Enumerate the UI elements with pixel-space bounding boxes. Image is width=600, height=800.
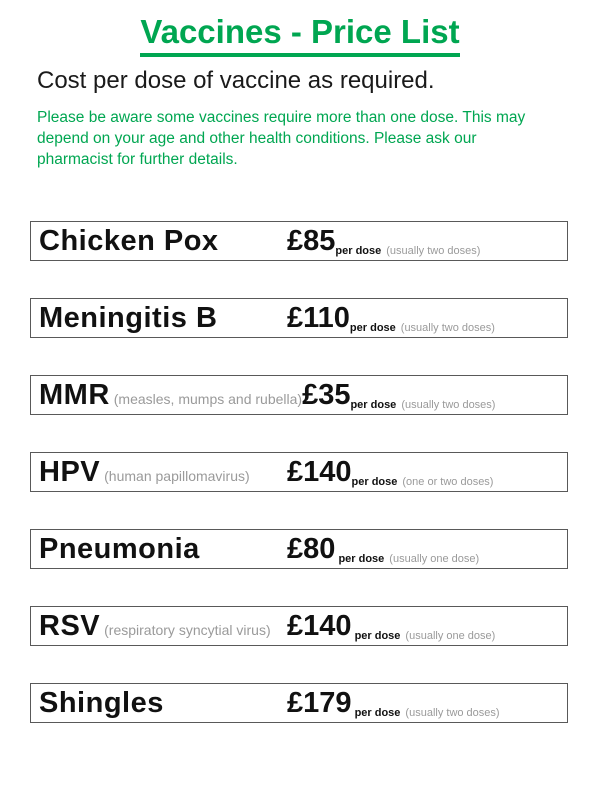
vaccine-name: Meningitis B xyxy=(39,301,218,334)
page-title: Vaccines - Price List xyxy=(140,14,459,57)
vaccine-row-rsv xyxy=(30,606,568,646)
vaccine-name-wrap xyxy=(39,225,287,258)
per-dose-label: per dose xyxy=(351,475,398,488)
subtitle: Cost per dose of vaccine as required. xyxy=(37,67,435,95)
vaccine-name-wrap xyxy=(39,533,287,566)
vaccine-name-wrap xyxy=(39,456,287,489)
vaccine-name: HPV xyxy=(39,455,101,488)
per-dose-label: per dose xyxy=(350,398,397,411)
vaccine-price-wrap xyxy=(287,302,495,335)
dose-count-note: (usually two doses) xyxy=(386,244,481,257)
vaccine-price: £110 xyxy=(287,301,350,334)
vaccine-name-wrap xyxy=(39,687,287,720)
vaccine-price-wrap xyxy=(287,687,500,720)
vaccine-price: £140 xyxy=(287,455,352,488)
note-text: Please be aware some vaccines require more than one dose. This may depend on your age and other health conditions. Please ask our pharmacist for further details. xyxy=(37,109,526,169)
vaccine-name: MMR xyxy=(39,378,110,411)
vaccine-name: Pneumonia xyxy=(39,532,200,565)
vaccine-row-hpv xyxy=(30,452,568,492)
vaccine-row-pneumonia xyxy=(30,529,568,569)
dose-count-note: (usually two doses) xyxy=(400,321,495,334)
per-dose-label: per dose xyxy=(351,706,401,719)
vaccine-price: £85 xyxy=(287,224,336,257)
vaccine-row-meningitis-b xyxy=(30,298,568,338)
dose-count-note: (one or two doses) xyxy=(402,475,494,488)
vaccine-price: £179 xyxy=(287,686,352,719)
vaccine-price-wrap xyxy=(287,610,495,643)
vaccine-name-note: (respiratory syncytial virus) xyxy=(104,621,271,638)
vaccine-price-wrap xyxy=(287,225,480,258)
per-dose-label: per dose xyxy=(349,321,396,334)
vaccine-list xyxy=(0,221,600,723)
vaccine-row-mmr xyxy=(30,375,568,415)
vaccine-price-wrap xyxy=(287,456,493,489)
vaccine-name-note: (human papillomavirus) xyxy=(104,467,250,484)
dose-count-note: (usually two doses) xyxy=(405,706,500,719)
vaccine-name-wrap xyxy=(39,610,287,643)
dose-count-note: (usually one dose) xyxy=(389,552,480,565)
title-wrap xyxy=(0,14,600,57)
dose-count-note: (usually one dose) xyxy=(405,629,496,642)
vaccine-name-wrap xyxy=(39,302,287,335)
vaccine-name-wrap xyxy=(39,379,302,412)
vaccine-name: RSV xyxy=(39,609,101,642)
vaccine-price: £140 xyxy=(287,609,352,642)
per-dose-label: per dose xyxy=(351,629,401,642)
dose-count-note: (usually two doses) xyxy=(401,398,496,411)
vaccine-name: Chicken Pox xyxy=(39,224,219,257)
per-dose-label: per dose xyxy=(335,552,385,565)
vaccine-price: £35 xyxy=(302,378,351,411)
vaccine-row-shingles xyxy=(30,683,568,723)
vaccine-price-wrap xyxy=(287,533,479,566)
vaccine-price-wrap xyxy=(302,379,495,412)
vaccine-row-chicken-pox xyxy=(30,221,568,261)
vaccine-name: Shingles xyxy=(39,686,164,719)
vaccine-price: £80 xyxy=(287,532,336,565)
vaccine-name-note: (measles, mumps and rubella) xyxy=(113,390,303,407)
per-dose-label: per dose xyxy=(335,244,382,257)
